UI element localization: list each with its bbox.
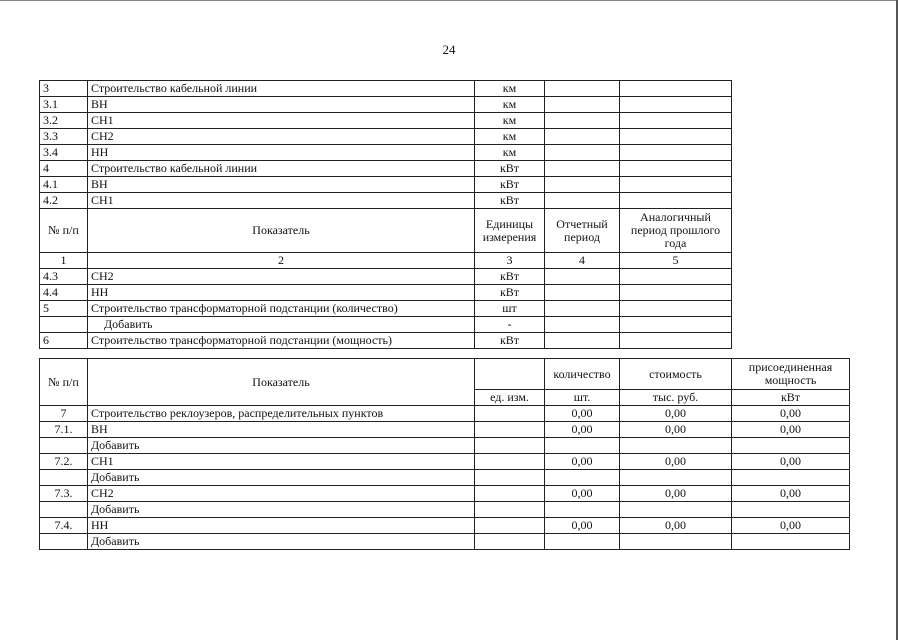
row-number: 5 [40,301,88,317]
row-quantity [545,502,620,518]
row-number: 3.4 [40,145,88,161]
row-unit [475,454,545,470]
row-unit [475,438,545,454]
row-number: 3 [40,81,88,97]
row-indicator: НН [88,518,475,534]
row-period-value [545,317,620,333]
header-unit: Единицы измерения [475,209,545,253]
row-power: 0,00 [732,406,850,422]
header-indicator: Показатель [88,209,475,253]
header-quantity: количество [545,359,620,390]
row-prev-value [620,161,732,177]
row-indicator: СН1 [88,113,475,129]
row-prev-value [620,301,732,317]
row-quantity: 0,00 [545,406,620,422]
row-power [732,438,850,454]
table-row [40,129,732,145]
row-cost [620,534,732,550]
row-number: 7.4. [40,518,88,534]
table-row [40,406,850,422]
table-row [40,486,850,502]
add-link[interactable]: Добавить [88,438,475,454]
table-row [40,422,850,438]
row-indicator: СН2 [88,486,475,502]
indicators-table-1 [39,80,732,349]
header-num: № п/п [40,209,88,253]
row-number: 4.3 [40,269,88,285]
row-cost: 0,00 [620,422,732,438]
row-unit: км [475,81,545,97]
table-row [40,161,732,177]
row-indicator: Строительство кабельной линии [88,81,475,97]
row-period-value [545,269,620,285]
row-indicator: СН2 [88,269,475,285]
row-prev-value [620,333,732,349]
add-link[interactable]: Добавить [88,470,475,486]
row-quantity: 0,00 [545,486,620,502]
row-cost: 0,00 [620,518,732,534]
row-cost: 0,00 [620,406,732,422]
header-prev-period: Аналогичный период прошлого года [620,209,732,253]
add-row [40,438,850,454]
row-number: 4.2 [40,193,88,209]
row-unit [475,406,545,422]
row-indicator: ВН [88,177,475,193]
row-unit: шт [475,301,545,317]
row-period-value [545,145,620,161]
row-unit: кВт [475,333,545,349]
row-indicator: СН1 [88,193,475,209]
add-link[interactable]: Добавить [88,502,475,518]
row-number: 4.1 [40,177,88,193]
row-period-value [545,113,620,129]
row-period-value [545,285,620,301]
row-period-value [545,161,620,177]
header-empty [475,359,545,390]
row-unit: - [475,317,545,333]
row-power [732,502,850,518]
row-number [40,438,88,454]
row-quantity [545,438,620,454]
add-row [40,317,732,333]
add-link[interactable]: Добавить [88,534,475,550]
row-cost [620,438,732,454]
row-prev-value [620,285,732,301]
row-indicator: НН [88,285,475,301]
row-indicator: Строительство трансформаторной подстанции (мощность) [88,333,475,349]
row-cost: 0,00 [620,454,732,470]
row-quantity [545,534,620,550]
row-period-value [545,333,620,349]
add-row [40,534,850,550]
row-indicator: СН1 [88,454,475,470]
index-cell: 2 [88,253,475,269]
index-cell: 4 [545,253,620,269]
row-quantity [545,470,620,486]
unit-label: ед. изм. [475,390,545,406]
row-unit: кВт [475,269,545,285]
table-header-row [40,359,850,390]
table-row [40,333,732,349]
page-edge-top [0,0,898,1]
row-prev-value [620,269,732,285]
row-prev-value [620,129,732,145]
add-row [40,470,850,486]
header-period: Отчетный период [545,209,620,253]
add-row [40,502,850,518]
row-quantity: 0,00 [545,454,620,470]
row-indicator: НН [88,145,475,161]
row-power: 0,00 [732,486,850,502]
row-number: 3.2 [40,113,88,129]
cost-unit: тыс. руб. [620,390,732,406]
qty-unit: шт. [545,390,620,406]
row-prev-value [620,145,732,161]
row-unit: кВт [475,161,545,177]
row-period-value [545,301,620,317]
row-indicator: Строительство реклоузеров, распределительных пунктов [88,406,475,422]
row-number: 4 [40,161,88,177]
row-period-value [545,193,620,209]
row-number: 7.3. [40,486,88,502]
table-row [40,193,732,209]
row-unit: кВт [475,177,545,193]
row-unit: кВт [475,193,545,209]
row-quantity: 0,00 [545,422,620,438]
row-cost: 0,00 [620,486,732,502]
index-cell: 1 [40,253,88,269]
row-period-value [545,97,620,113]
row-quantity: 0,00 [545,518,620,534]
row-number: 7 [40,406,88,422]
row-unit: км [475,113,545,129]
add-link[interactable]: Добавить [88,317,475,333]
row-power [732,534,850,550]
page-number: 24 [442,42,456,57]
row-period-value [545,81,620,97]
table-row [40,113,732,129]
header-num: № п/п [40,359,88,406]
index-row [40,253,732,269]
row-indicator: СН2 [88,129,475,145]
row-cost [620,502,732,518]
row-number: 4.4 [40,285,88,301]
row-period-value [545,129,620,145]
row-number [40,317,88,333]
row-prev-value [620,177,732,193]
row-unit: км [475,129,545,145]
table-row [40,269,732,285]
row-number: 6 [40,333,88,349]
row-unit [475,518,545,534]
row-number [40,502,88,518]
row-unit [475,422,545,438]
index-cell: 5 [620,253,732,269]
row-unit: км [475,97,545,113]
table-row [40,518,850,534]
row-unit [475,486,545,502]
row-power: 0,00 [732,422,850,438]
row-power [732,470,850,486]
power-unit: кВт [732,390,850,406]
row-unit: кВт [475,285,545,301]
row-prev-value [620,97,732,113]
row-prev-value [620,113,732,129]
row-number: 3.1 [40,97,88,113]
table-row [40,454,850,470]
row-unit [475,502,545,518]
row-prev-value [620,193,732,209]
table-row [40,285,732,301]
header-indicator: Показатель [88,359,475,406]
row-number [40,534,88,550]
row-unit [475,470,545,486]
row-indicator: Строительство трансформаторной подстанции (количество) [88,301,475,317]
row-indicator: Строительство кабельной линии [88,161,475,177]
row-indicator: ВН [88,422,475,438]
table-row [40,301,732,317]
row-power: 0,00 [732,518,850,534]
table-header-row [40,209,732,253]
row-number: 7.1. [40,422,88,438]
row-power: 0,00 [732,454,850,470]
row-cost [620,470,732,486]
table-row [40,81,732,97]
indicators-table-2 [39,358,850,550]
index-cell: 3 [475,253,545,269]
table-row [40,97,732,113]
row-number: 3.3 [40,129,88,145]
header-power: присоединенная мощность [732,359,850,390]
table-row [40,145,732,161]
row-unit [475,534,545,550]
row-number [40,470,88,486]
row-prev-value [620,317,732,333]
row-unit: км [475,145,545,161]
table-row [40,177,732,193]
row-indicator: ВН [88,97,475,113]
row-period-value [545,177,620,193]
row-prev-value [620,81,732,97]
row-number: 7.2. [40,454,88,470]
header-cost: стоимость [620,359,732,390]
